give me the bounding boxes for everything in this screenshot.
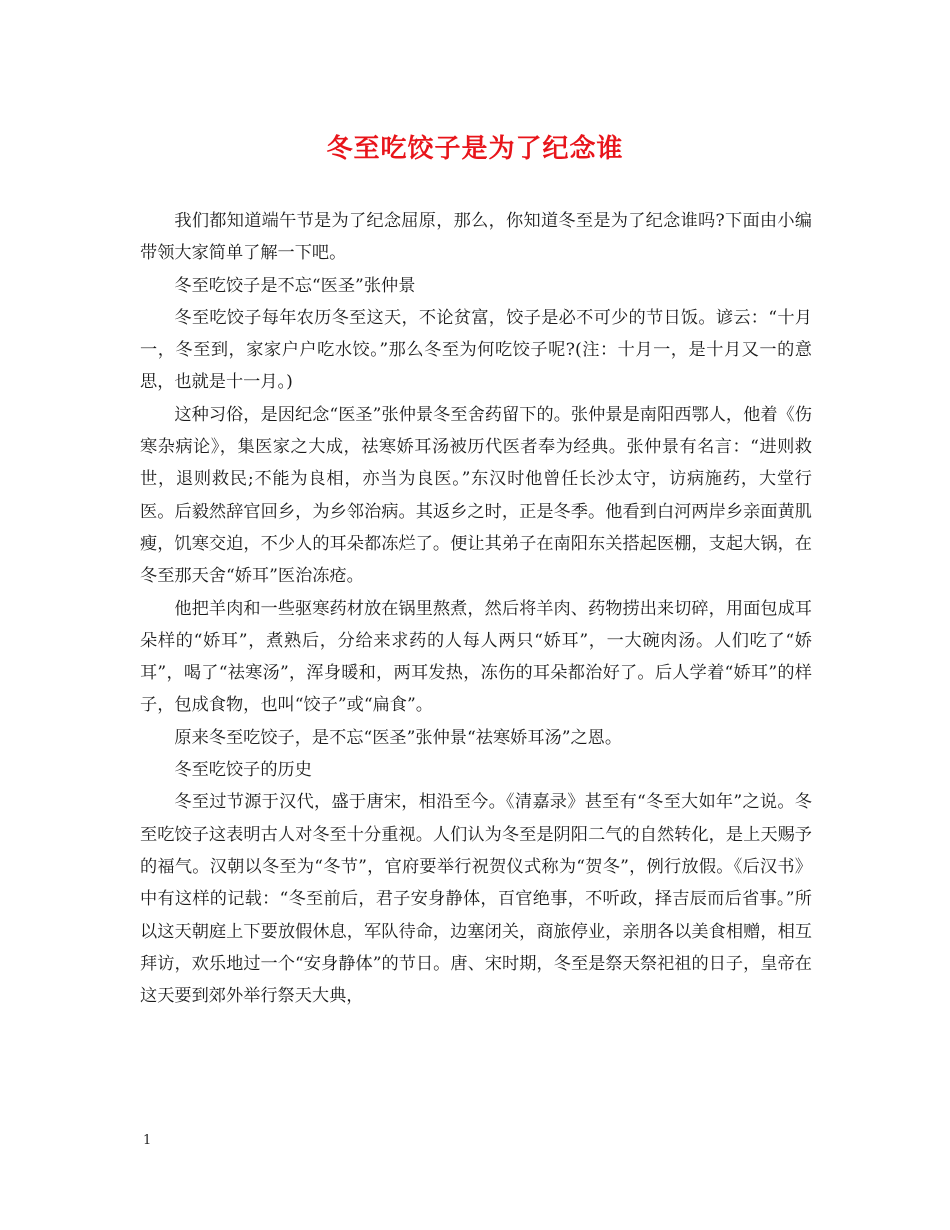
paragraph-intro: 我们都知道端午节是为了纪念屈原，那么，你知道冬至是为了纪念谁吗?下面由小编带领大家简单了解一下吧。 xyxy=(140,211,812,264)
paragraph-conclusion: 原来冬至吃饺子，是不忘“医圣”张仲景“祛寒娇耳汤”之恩。 xyxy=(174,727,623,748)
document-title: 冬至吃饺子是为了纪念谁 xyxy=(326,134,624,164)
paragraph-custom: 冬至吃饺子每年农历冬至这天，不论贫富，饺子是必不可少的节日饭。谚云：“十月一，冬至到，家家户户吃水饺。”那么冬至为何吃饺子呢?(注：十月一，是十月又一的意思，也就是十一月。) xyxy=(140,307,812,393)
document-body xyxy=(140,205,812,1012)
section-heading-zhang-zhongjing: 冬至吃饺子是不忘“医圣”张仲景 xyxy=(174,275,416,296)
paragraph-jiaoer: 他把羊肉和一些驱寒药材放在锅里熬煮，然后将羊肉、药物捞出来切碎，用面包成耳朵样的“娇耳”，煮熟后，分给来求药的人每人两只“娇耳”，一大碗肉汤。人们吃了“娇耳”，喝了“祛寒汤”，浑身暖和，两耳发热，冻伤的耳朵都治好了。后人学着“娇耳”的样子，包成食物，也叫“饺子”或“扁食”。 xyxy=(140,598,812,716)
section-heading-history: 冬至吃饺子的历史 xyxy=(174,760,312,781)
paragraph-origin: 这种习俗，是因纪念“医圣”张仲景冬至舍药留下的。张仲景是南阳西鄂人，他着《伤寒杂病论》，集医家之大成，祛寒娇耳汤被历代医者奉为经典。张仲景有名言：“进则救世，退则救民;不能为良相，亦当为良医。”东汉时他曾任长沙太守，访病施药，大堂行医。后毅然辞官回乡，为乡邻治病。其返乡之时，正是冬季。他看到白河两岸乡亲面黄肌瘦，饥寒交迫，不少人的耳朵都冻烂了。便让其弟子在南阳东关搭起医棚，支起大锅，在冬至那天舍“娇耳”医治冻疮。 xyxy=(140,404,812,587)
paragraph-history: 冬至过节源于汉代，盛于唐宋，相沿至今。《清嘉录》甚至有“冬至大如年”之说。冬至吃饺子这表明古人对冬至十分重视。人们认为冬至是阴阳二气的自然转化，是上天赐予的福气。汉朝以冬至为“冬节”，官府要举行祝贺仪式称为“贺冬”，例行放假。《后汉书》中有这样的记载：“冬至前后，君子安身静体，百官绝事，不听政，择吉辰而后省事。”所以这天朝庭上下要放假休息，军队待命，边塞闭关，商旅停业，亲朋各以美食相赠，相互拜访，欢乐地过一个“安身静体”的节日。唐、宋时期，冬至是祭天祭祀祖的日子，皇帝在这天要到郊外举行祭天大典， xyxy=(140,792,812,1007)
page-number: 1 xyxy=(143,1133,152,1148)
